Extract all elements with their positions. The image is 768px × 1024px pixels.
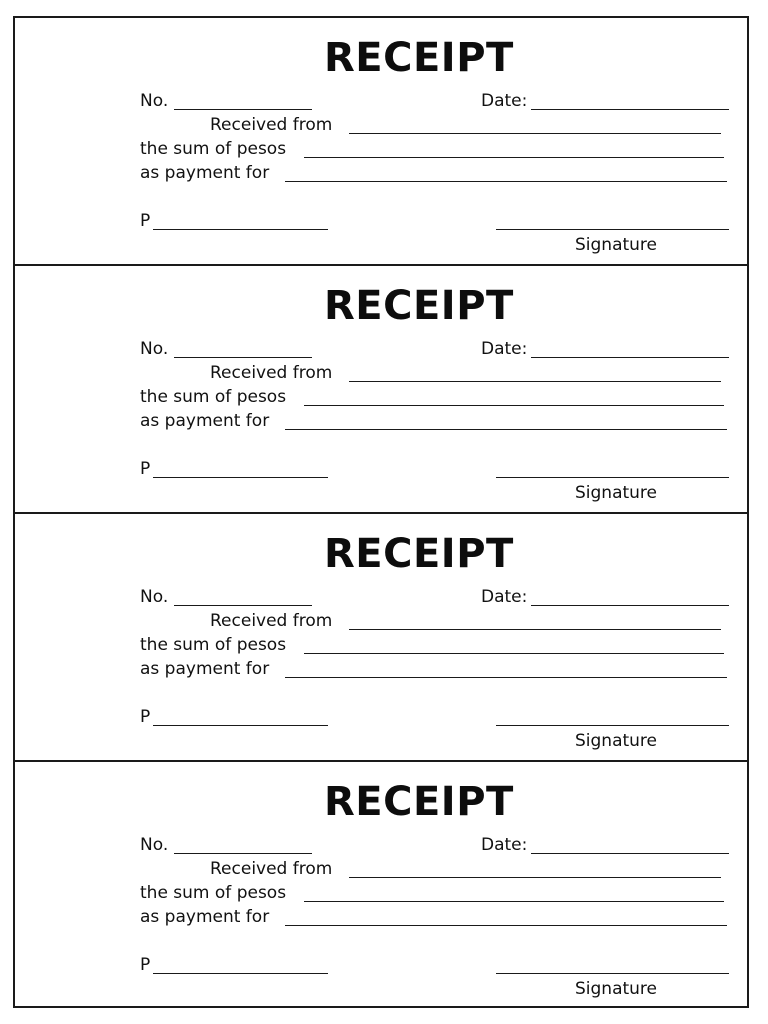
date-field-line[interactable]	[531, 853, 729, 854]
sum-of-pesos-field-line[interactable]	[304, 157, 724, 158]
received-from-field-line[interactable]	[349, 877, 721, 878]
sum-of-pesos-label: the sum of pesos	[140, 883, 287, 903]
signature-label: Signature	[575, 731, 658, 751]
sum-of-pesos-field-line[interactable]	[304, 405, 724, 406]
signature-label: Signature	[575, 979, 658, 999]
receipt-title: RECEIPT	[324, 283, 514, 329]
payment-for-label: as payment for	[140, 163, 270, 183]
amount-field-line[interactable]	[153, 725, 328, 726]
amount-label: P	[140, 459, 151, 479]
received-from-label: Received from	[210, 859, 333, 879]
sum-of-pesos-label: the sum of pesos	[140, 635, 287, 655]
received-from-field-line[interactable]	[349, 629, 721, 630]
payment-for-field-line[interactable]	[285, 429, 727, 430]
receipt-title: RECEIPT	[324, 35, 514, 81]
sum-of-pesos-label: the sum of pesos	[140, 387, 287, 407]
signature-line[interactable]	[496, 229, 729, 230]
receipt-3	[15, 514, 747, 762]
sum-of-pesos-field-line[interactable]	[304, 653, 724, 654]
amount-label: P	[140, 707, 151, 727]
receipt-title: RECEIPT	[324, 531, 514, 577]
receipt-4	[15, 762, 747, 1010]
payment-for-field-line[interactable]	[285, 925, 727, 926]
received-from-label: Received from	[210, 115, 333, 135]
signature-line[interactable]	[496, 477, 729, 478]
date-field-line[interactable]	[531, 605, 729, 606]
payment-for-label: as payment for	[140, 411, 270, 431]
amount-field-line[interactable]	[153, 229, 328, 230]
amount-field-line[interactable]	[153, 477, 328, 478]
amount-label: P	[140, 955, 151, 975]
received-from-field-line[interactable]	[349, 133, 721, 134]
date-label: Date:	[481, 339, 528, 359]
number-field-line[interactable]	[174, 357, 312, 358]
receipt-1	[15, 18, 747, 266]
signature-label: Signature	[575, 483, 658, 503]
payment-for-field-line[interactable]	[285, 677, 727, 678]
date-field-line[interactable]	[531, 357, 729, 358]
receipt-title: RECEIPT	[324, 779, 514, 825]
payment-for-field-line[interactable]	[285, 181, 727, 182]
number-field-line[interactable]	[174, 853, 312, 854]
signature-line[interactable]	[496, 725, 729, 726]
number-field-line[interactable]	[174, 605, 312, 606]
received-from-label: Received from	[210, 611, 333, 631]
signature-line[interactable]	[496, 973, 729, 974]
payment-for-label: as payment for	[140, 659, 270, 679]
received-from-field-line[interactable]	[349, 381, 721, 382]
date-label: Date:	[481, 835, 528, 855]
number-label: No.	[140, 339, 169, 359]
signature-label: Signature	[575, 235, 658, 255]
receipt-sheet	[13, 16, 749, 1008]
sum-of-pesos-label: the sum of pesos	[140, 139, 287, 159]
date-label: Date:	[481, 587, 528, 607]
receipt-2	[15, 266, 747, 514]
number-label: No.	[140, 835, 169, 855]
amount-label: P	[140, 211, 151, 231]
amount-field-line[interactable]	[153, 973, 328, 974]
number-field-line[interactable]	[174, 109, 312, 110]
payment-for-label: as payment for	[140, 907, 270, 927]
number-label: No.	[140, 587, 169, 607]
received-from-label: Received from	[210, 363, 333, 383]
sum-of-pesos-field-line[interactable]	[304, 901, 724, 902]
number-label: No.	[140, 91, 169, 111]
date-field-line[interactable]	[531, 109, 729, 110]
date-label: Date:	[481, 91, 528, 111]
